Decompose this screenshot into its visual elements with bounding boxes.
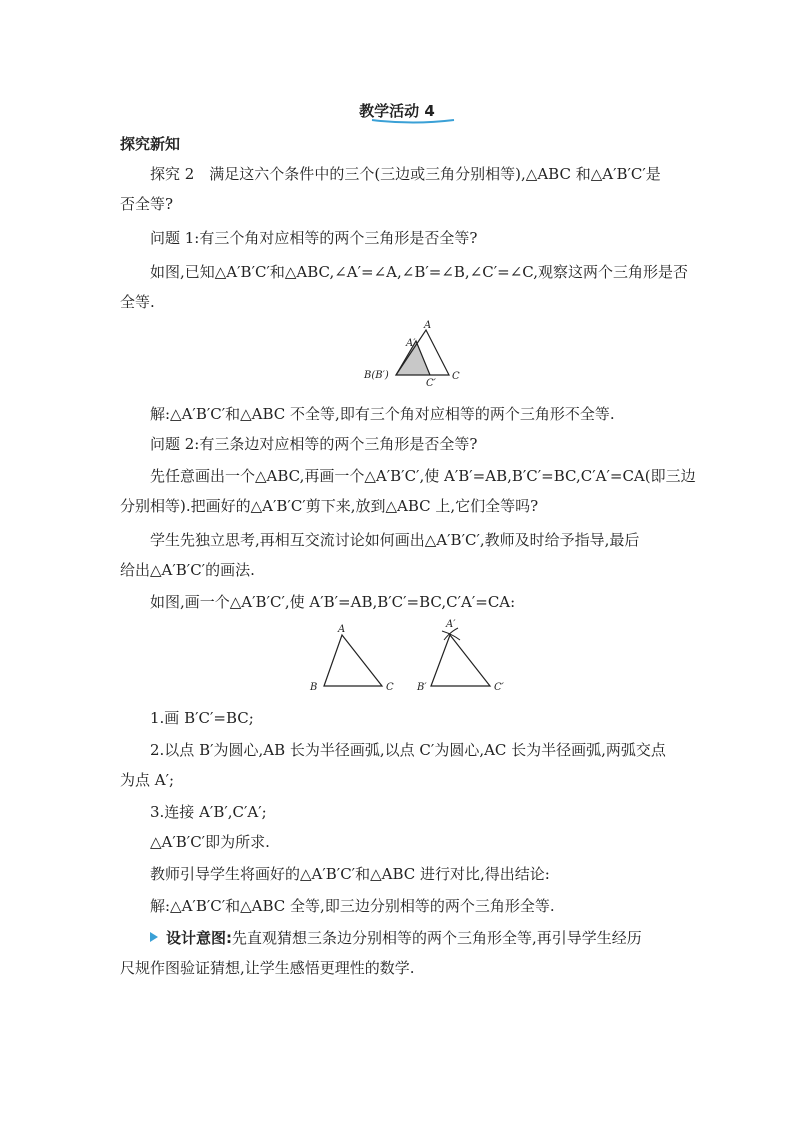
figure-overlapping-triangles [360,318,470,390]
triangle-a-prime [431,635,490,686]
activity-title: 教学活动 4 [359,102,435,120]
label-a: A [424,320,432,331]
triangle-abc [324,635,382,686]
triangle-bullet-icon [150,932,158,942]
paragraph-line: △A′B′C′即为所求. [150,833,270,851]
paragraph-line: 如图,已知△A′B′C′和△ABC,∠A′=∠A,∠B′=∠B,∠C′=∠C,观察这两个三角形是否 [150,263,689,281]
paragraph-line: 问题 2:有三条边对应相等的两个三角形是否全等? [150,435,478,453]
label-a: A [338,624,346,635]
section-heading: 探究新知 [120,135,181,153]
title-underline [370,118,456,124]
label-c-prime: C′ [494,682,504,693]
paragraph-line: 解:△A′B′C′和△ABC 全等,即三边分别相等的两个三角形全等. [150,897,555,915]
paragraph-line: 3.连接 A′B′,C′A′; [150,803,267,821]
paragraph-line: 否全等? [120,195,174,213]
paragraph-line: 解:△A′B′C′和△ABC 不全等,即有三个角对应相等的两个三角形不全等. [150,405,615,423]
paragraph-line: 学生先独立思考,再相互交流讨论如何画出△A′B′C′,教师及时给予指导,最后 [150,531,640,549]
label-b-bprime: B(B′) [364,370,389,381]
design-intent-line [150,928,642,948]
paragraph-line: 2.以点 B′为圆心,AB 长为半径画弧,以点 C′为圆心,AC 长为半径画弧,两弧交点 [150,741,666,759]
design-intent-text: 先直观猜想三条边分别相等的两个三角形全等,再引导学生经历 [232,929,642,947]
paragraph-line: 探究 2 满足这六个条件中的三个(三边或三角分别相等),△ABC 和△A′B′C′是 [150,165,661,183]
design-intent-label: 设计意图: [166,929,232,947]
paragraph-line: 先任意画出一个△ABC,再画一个△A′B′C′,使 A′B′=AB,B′C′=BC,C′A′=CA(即三边 [150,467,696,485]
figure-construction [300,618,520,698]
paragraph-line: 为点 A′; [120,771,175,789]
paragraph-line: 如图,画一个△A′B′C′,使 A′B′=AB,B′C′=BC,C′A′=CA: [150,593,516,611]
label-c: C [386,682,394,693]
label-c-prime: C′ [426,378,436,389]
label-b-prime: B′ [417,682,427,693]
paragraph-line: 给出△A′B′C′的画法. [120,561,255,579]
label-c: C [452,371,460,382]
paragraph-line: 教师引导学生将画好的△A′B′C′和△ABC 进行对比,得出结论: [150,865,550,883]
label-a-prime: A′ [406,338,416,349]
paragraph-line: 问题 1:有三个角对应相等的两个三角形是否全等? [150,229,478,247]
paragraph-line: 1.画 B′C′=BC; [150,709,254,727]
paragraph-line: 尺规作图验证猜想,让学生感悟更理性的数学. [120,959,415,977]
paragraph-line: 全等. [120,293,155,311]
paragraph-line: 分别相等).把画好的△A′B′C′剪下来,放到△ABC 上,它们全等吗? [120,497,539,515]
label-b: B [310,682,318,693]
label-a-prime: A′ [446,619,456,630]
